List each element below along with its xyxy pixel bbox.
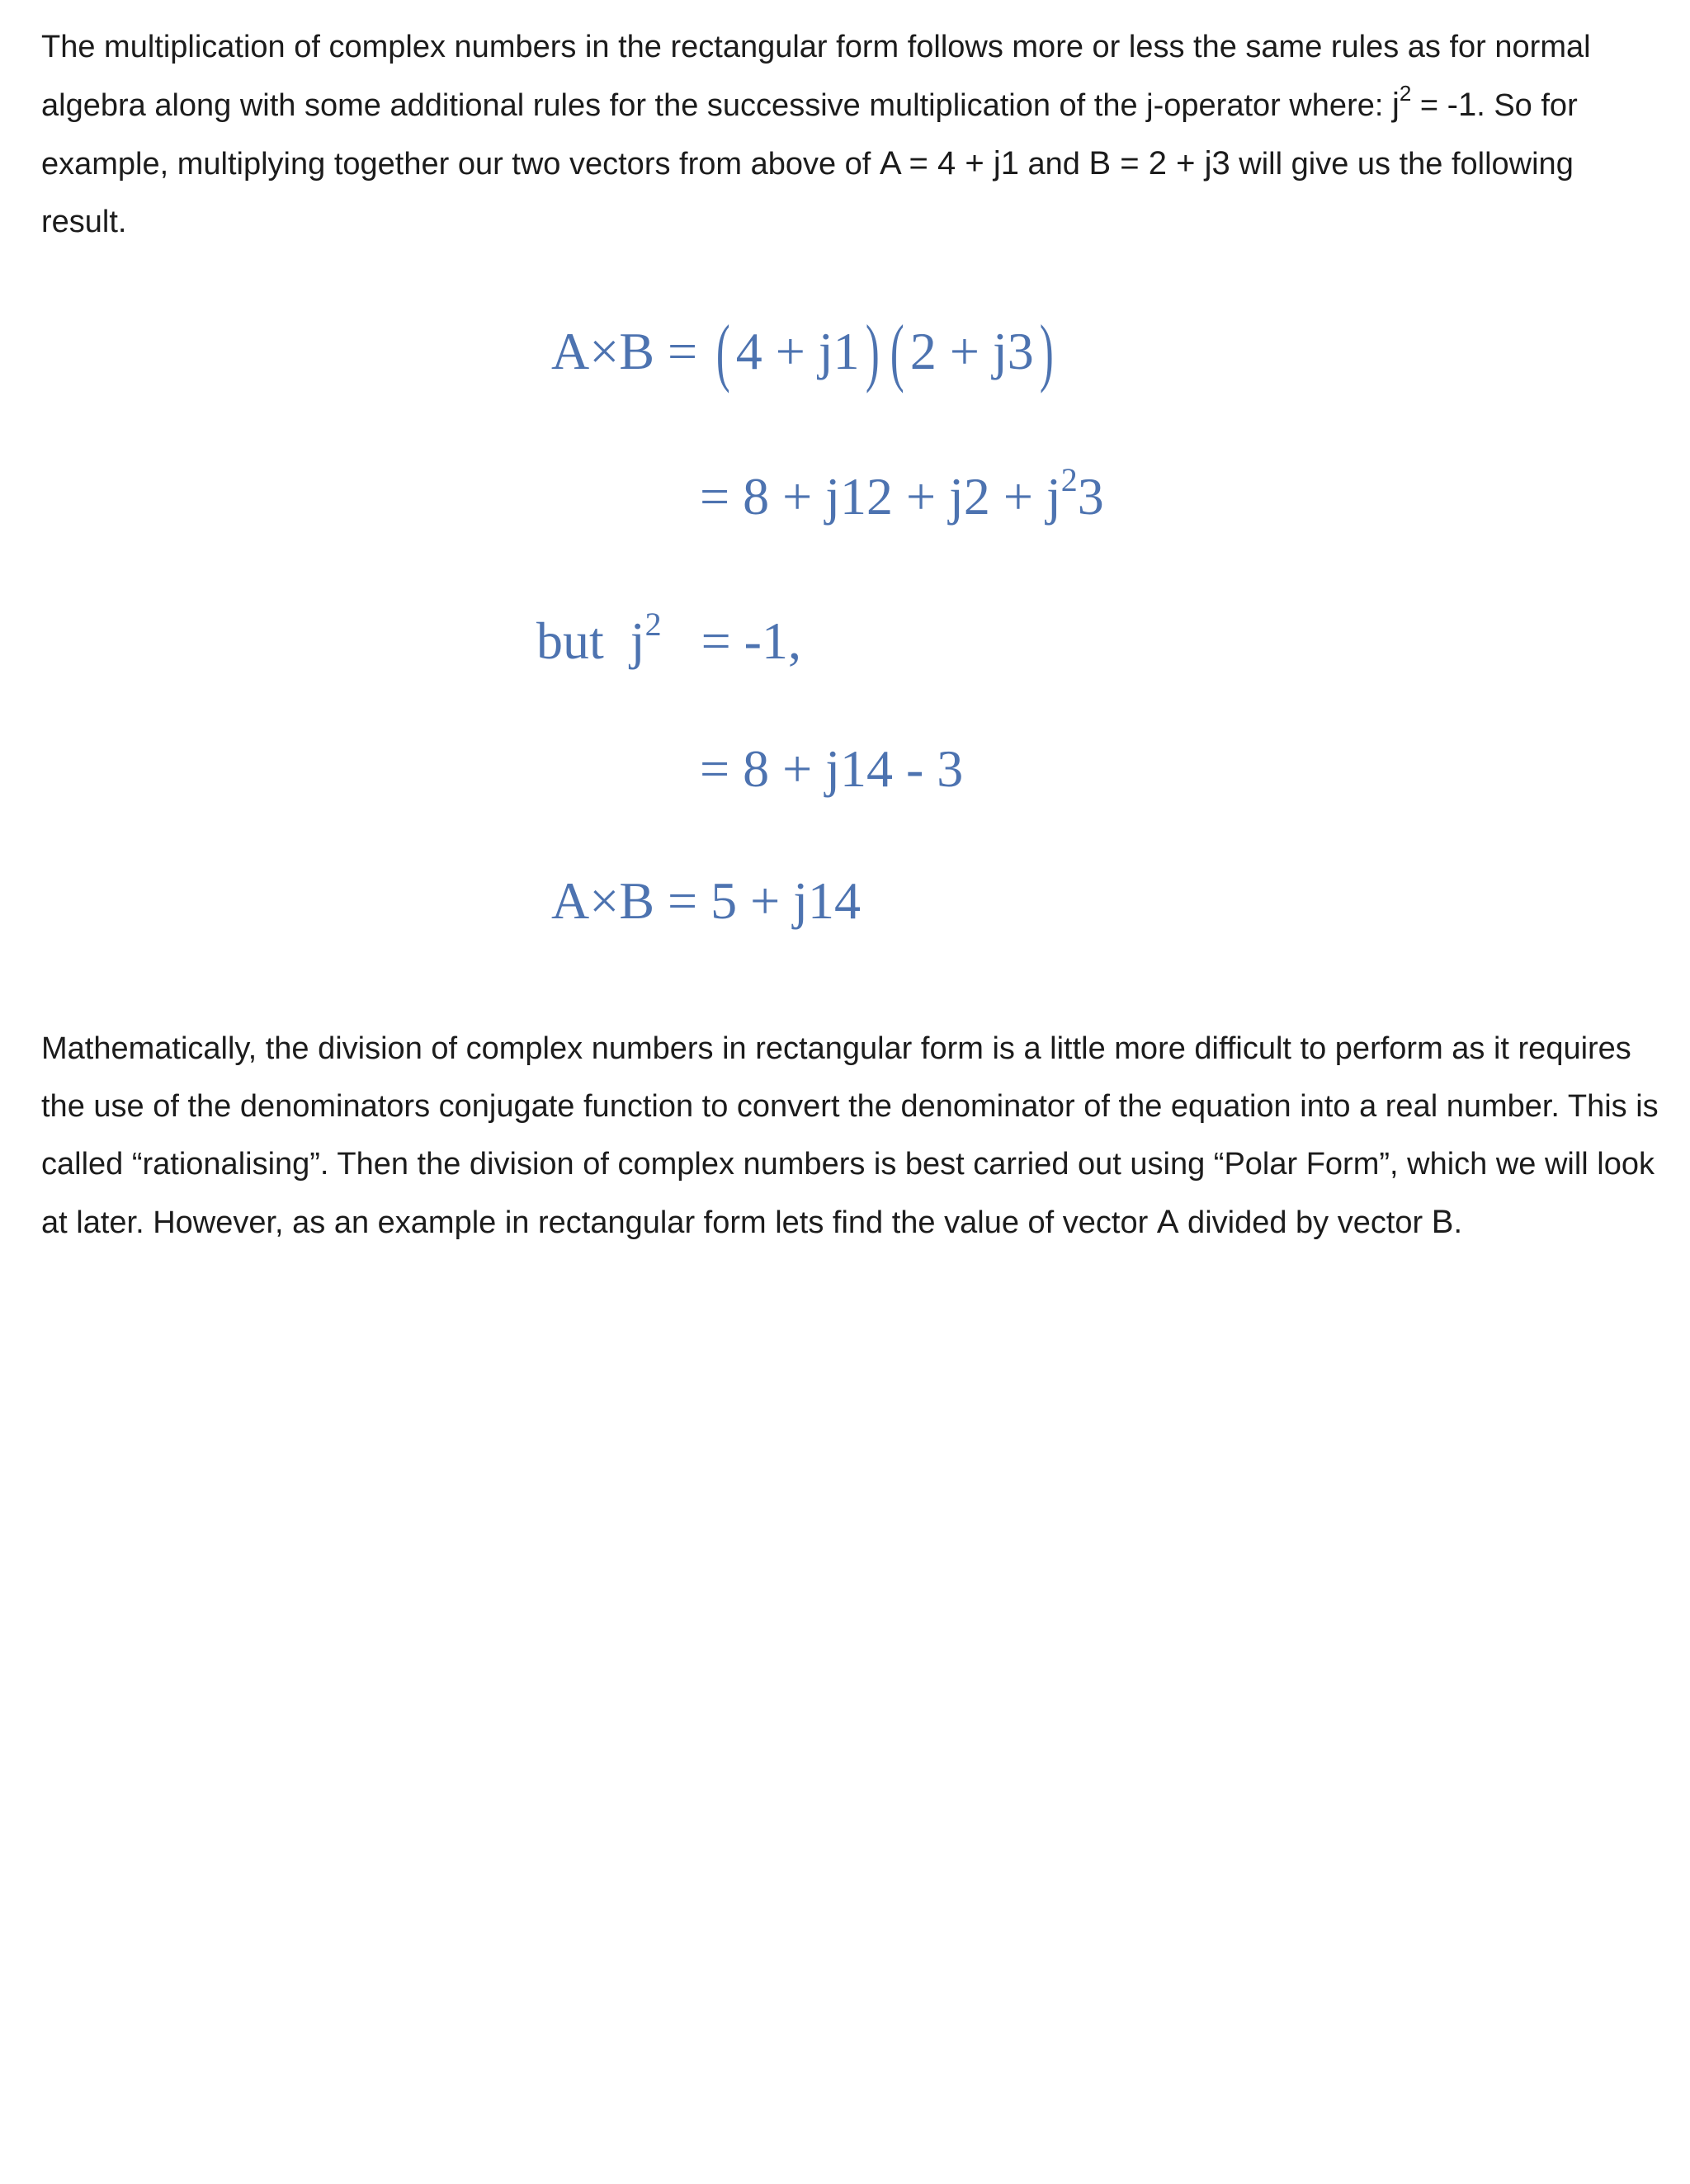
intro-text-4: and [1018,147,1089,182]
eq3-rest: = -1, [701,611,801,670]
intro-text-1: The multiplication of complex numbers in the rectangular form follows more or less the same rules as for normal algebra along with some additional rules for the successive multiplication of the j-operator where: [41,30,1591,123]
vector-a-definition: A = 4 + j1 [879,145,1019,182]
division-text-2: divided by vector [1178,1205,1432,1240]
equation-line-5 [551,871,861,930]
eq1-open-paren-2: ( [890,309,904,394]
eq1-open-paren-1: ( [715,309,730,394]
eq1-close-paren-1: ) [865,309,880,394]
eq1-factor-1: 4 + j1 [735,322,860,380]
equation-line-4 [700,739,964,798]
j-symbol: j [1391,87,1400,123]
vector-b-label: B [1431,1204,1454,1240]
division-text-3: . [1453,1205,1463,1240]
intro-paragraph [41,18,1659,251]
eq3-exponent: 2 [644,605,662,643]
vector-b-definition: B = 2 + j3 [1088,145,1230,182]
eq1-equals: = [668,322,698,380]
eq1-factor-2: 2 + j3 [909,322,1034,380]
vector-a-label: A [1156,1204,1179,1240]
multiplication-equation-image [520,264,1690,974]
eq3-j: j [630,611,645,670]
eq1-close-paren-2: ) [1039,309,1054,394]
j-exponent: 2 [1399,81,1412,106]
division-paragraph [41,1020,1659,1252]
eq2-text: = 8 + j12 + j2 + j [700,467,1061,526]
eq2-tail: 3 [1077,467,1104,526]
intro-text-3: . So for example, multiplying together our two vectors from above of [41,88,1578,182]
neg-one-value: -1 [1447,87,1477,123]
equation-line-3 [536,605,801,670]
eq4-text: = 8 + j14 - 3 [700,739,964,798]
intro-text-5: will give us the following result. [41,147,1574,239]
division-text-1: Mathematically, the division of complex numbers in rectangular form is a little more difficult to perform as it requires the use of the denominators conjugate function to convert the denominator of the equation into a real number. This is called “rationalising”. Then the division of complex numbers is best carried out using “Polar Form”, which we will look at later. However, as an example in rectangular form lets find the value of vector [41,1031,1659,1240]
eq2-exponent: 2 [1060,460,1078,498]
intro-text-2: = [1411,88,1447,123]
equation-line-2 [700,460,1104,526]
eq3-but: but [536,611,604,670]
eq5-text: A×B = 5 + j14 [551,871,861,930]
equation-line-1 [551,305,1059,394]
eq1-lhs: A×B [551,322,654,380]
